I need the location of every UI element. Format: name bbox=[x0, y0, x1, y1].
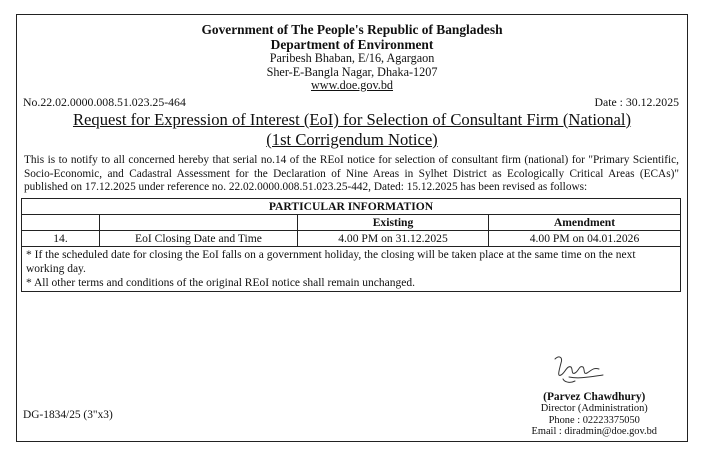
note-terms: * All other terms and conditions of the original REoI notice shall remain unchanged. bbox=[26, 276, 415, 289]
government-name: Government of The People's Republic of Bangladesh bbox=[201, 22, 503, 37]
title-line-2: (1st Corrigendum Notice) bbox=[266, 130, 438, 150]
signatory-designation: Director (Administration) bbox=[540, 403, 648, 415]
table-header-row bbox=[22, 214, 681, 230]
website-link[interactable]: www.doe.gov.bd bbox=[310, 78, 394, 93]
address-line-1: Paribesh Bhaban, E/16, Agargaon bbox=[269, 51, 435, 65]
address-line-2: Sher-E-Bangla Nagar, Dhaka-1207 bbox=[266, 64, 438, 79]
signatory-phone: Phone : 02223375050 bbox=[548, 414, 640, 426]
notes-row bbox=[22, 246, 681, 291]
table-heading: PARTICULAR INFORMATION bbox=[22, 198, 681, 214]
row-amendment: 4.00 PM on 04.01.2026 bbox=[489, 230, 681, 246]
notice-date: Date : 30.12.2025 bbox=[594, 94, 679, 109]
row-existing: 4.00 PM on 31.12.2025 bbox=[298, 230, 489, 246]
signatory-name: (Parvez Chawdhury) bbox=[543, 391, 646, 403]
notice-frame bbox=[16, 14, 688, 442]
column-header-item bbox=[100, 214, 298, 230]
row-item: EoI Closing Date and Time bbox=[100, 230, 298, 246]
particular-information-table bbox=[21, 198, 681, 292]
column-header-existing: Existing bbox=[298, 214, 489, 230]
column-header-serial bbox=[22, 214, 100, 230]
table-row bbox=[22, 230, 681, 246]
notice-title bbox=[17, 110, 687, 150]
table-heading-row bbox=[22, 198, 681, 214]
footer-code: DG-1834/25 (3"x3) bbox=[23, 409, 113, 421]
signatory-email: Email : diradmin@doe.gov.bd bbox=[531, 425, 657, 437]
column-header-amendment: Amendment bbox=[489, 214, 681, 230]
department-name: Department of Environment bbox=[270, 37, 434, 52]
row-serial: 14. bbox=[22, 230, 100, 246]
notes-cell bbox=[22, 246, 681, 291]
letterhead bbox=[17, 15, 687, 93]
signatory-block bbox=[532, 391, 657, 437]
reference-row bbox=[17, 93, 687, 110]
note-holiday: * If the scheduled date for closing the EoI falls on a government holiday, the closing will be taken place at the same time on the next working day. bbox=[26, 248, 636, 275]
reference-number: No.22.02.0000.008.51.023.25-464 bbox=[23, 94, 186, 109]
notice-paragraph: This is to notify to all concerned hereby that serial no.14 of the REoI notice for selection of consultant firm (national) for "Primary Scientific, Socio-Economic, and Cadastral Assessment for the Declaration of Nine Areas in Sylhet District as Ecologically Critical Areas (ECAs)" published on 17.12.2025 under reference no. 22.02.0000.008.51.023.25-442, Dated: 15.12.2025 has been revised as follows: bbox=[24, 154, 679, 193]
signature-image bbox=[549, 353, 609, 387]
title-line-1: Request for Expression of Interest (EoI) for Selection of Consultant Firm (National) bbox=[72, 109, 632, 129]
